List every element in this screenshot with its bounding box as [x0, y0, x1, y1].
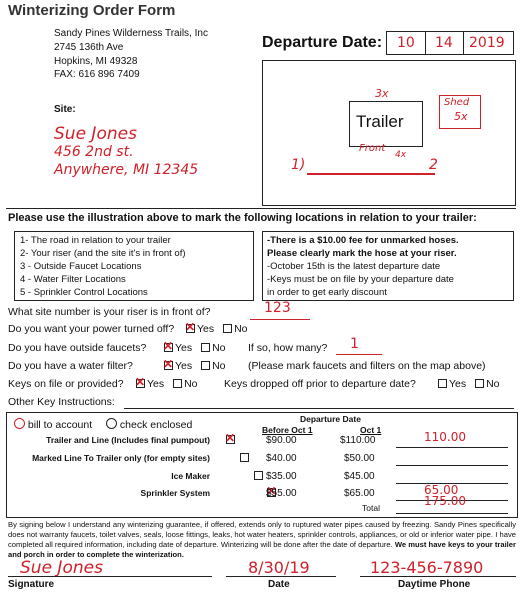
- shed-count: 5x: [454, 110, 468, 123]
- keys-question: Keys on file or provided?: [8, 378, 124, 390]
- shed-outline: [439, 95, 481, 129]
- service-amount: 110.00: [424, 430, 466, 444]
- site-label: Site:: [54, 104, 76, 115]
- date-value: 8/30/19: [248, 558, 310, 577]
- service-name: Marked Line To Trailer only (for empty sites): [32, 453, 210, 463]
- filter-no-label: No: [212, 360, 226, 372]
- diagram-mark-riser: 2: [429, 157, 438, 173]
- how-many-field[interactable]: [336, 342, 382, 355]
- date-label: Date: [268, 579, 290, 590]
- dropped-question: Keys dropped off prior to departure date?: [224, 378, 416, 390]
- other-keys-label: Other Key Instructions:: [8, 396, 115, 408]
- notes-box: [262, 231, 514, 301]
- location-item: 4 - Water Filter Locations: [20, 274, 126, 285]
- location-item: 1- The road in relation to your trailer: [20, 235, 171, 246]
- service-name: Sprinkler System: [140, 488, 210, 498]
- signature-field[interactable]: [8, 575, 212, 577]
- note-keys2: in order to get early discount: [267, 287, 387, 298]
- trailer-label: Trailer: [356, 112, 404, 131]
- faucets-question: Do you have outside faucets?: [8, 342, 147, 354]
- diagram-count-top: 3x: [375, 87, 389, 100]
- phone-field[interactable]: [360, 575, 516, 577]
- dropped-no-checkbox[interactable]: [475, 379, 484, 388]
- filter-question: Do you have a water filter?: [8, 360, 133, 372]
- company-address2: Hopkins, MI 49328: [54, 56, 138, 67]
- disclaimer-bold: We must have keys to your trailer and porch in order to complete the winterization.: [8, 540, 516, 559]
- departure-date-label: Departure Date:: [262, 34, 383, 51]
- oct1-header: Oct 1: [360, 425, 382, 435]
- location-item: 5 - Sprinkler Control Locations: [20, 287, 148, 298]
- faucets-no-checkbox[interactable]: [201, 343, 210, 352]
- faucets-yes-checkbox[interactable]: [164, 343, 173, 352]
- service-checkbox[interactable]: [240, 453, 249, 462]
- keys-yes-checkbox[interactable]: [136, 379, 145, 388]
- site-diagram[interactable]: [262, 60, 516, 206]
- service-after-price: $50.00: [344, 453, 375, 464]
- departure-date-field[interactable]: [386, 31, 514, 55]
- filter-options: [164, 360, 226, 372]
- service-before-price: $35.00: [266, 471, 297, 482]
- total-label: Total: [362, 503, 380, 513]
- locations-box: [14, 231, 254, 301]
- faucets-options: [164, 342, 226, 354]
- note-keys1: -Keys must be on file by your departure date: [267, 274, 454, 285]
- riser-answer: 123: [264, 300, 291, 316]
- service-checkbox[interactable]: [254, 471, 263, 480]
- site-street: 456 2nd st.: [54, 144, 134, 160]
- bill-to-account-label: bill to account: [27, 419, 93, 431]
- how-many-question: If so, how many?: [248, 342, 328, 354]
- company-name: Sandy Pines Wilderness Trails, Inc: [54, 28, 208, 39]
- company-fax: FAX: 616 896 7409: [54, 69, 140, 80]
- service-amount-field[interactable]: [396, 453, 508, 466]
- service-name: Ice Maker: [171, 471, 210, 481]
- service-before-price: $90.00: [266, 435, 297, 446]
- service-checkbox[interactable]: [226, 435, 235, 444]
- check-enclosed-label: check enclosed: [119, 419, 193, 431]
- keys-options: [136, 378, 198, 390]
- phone-value: 123-456-7890: [370, 558, 484, 577]
- signature-value: Sue Jones: [20, 558, 103, 578]
- faucets-yes-label: Yes: [175, 342, 193, 354]
- filter-no-checkbox[interactable]: [201, 361, 210, 370]
- power-options: [186, 323, 248, 335]
- check-enclosed-radio[interactable]: [106, 418, 117, 429]
- service-before-price: $55.00: [266, 488, 297, 499]
- before-oct1-header: Before Oct 1: [262, 425, 313, 435]
- keys-yes-label: Yes: [147, 378, 165, 390]
- site-city: Anywhere, MI 12345: [54, 162, 199, 178]
- filter-yes-checkbox[interactable]: [164, 361, 173, 370]
- check-enclosed-option[interactable]: [106, 418, 192, 431]
- note-latest: -October 15th is the latest departure date: [267, 261, 441, 272]
- dropped-yes-label: Yes: [449, 378, 467, 390]
- service-name: Trailer and Line (Includes final pumpout): [46, 435, 210, 445]
- site-name: Sue Jones: [54, 124, 137, 144]
- shed-label: Shed: [444, 97, 470, 108]
- road-line: [307, 173, 435, 175]
- keys-no-label: No: [184, 378, 198, 390]
- trailer-outline: [349, 101, 423, 147]
- service-after-price: $65.00: [344, 488, 375, 499]
- company-address1: 2745 136th Ave: [54, 42, 124, 53]
- dropped-yes-checkbox[interactable]: [438, 379, 447, 388]
- how-many-answer: 1: [350, 336, 359, 352]
- service-before-price: $40.00: [266, 453, 297, 464]
- dropped-no-label: No: [486, 378, 500, 390]
- power-no-checkbox[interactable]: [223, 324, 232, 333]
- bill-to-account-radio[interactable]: [14, 418, 25, 429]
- departure-month: 10: [397, 35, 415, 51]
- diagram-count-front: 4x: [395, 150, 407, 160]
- location-item: 3 - Outside Faucet Locations: [20, 261, 142, 272]
- disclaimer-text: By signing below I understand any winterizing guarantee, if offered, extends only to ruptured water pipes caused by freezing. Sandy Pines specifically does not warranty faucets, toilet valves, seals, loose fittings, leaks, hot water heaters, sprinkler controls, appliances, or old or inferior water pipe. I have completed all required information, including date of departure. Winterizing will be done after the date of departure.: [8, 520, 516, 549]
- departure-year: 2019: [469, 35, 505, 51]
- date-field[interactable]: [226, 575, 336, 577]
- power-question: Do you want your power turned off?: [8, 323, 175, 335]
- departure-date-header: Departure Date: [300, 414, 361, 424]
- service-amount: 65.00: [424, 483, 459, 497]
- diagram-front-label: Front: [359, 143, 386, 154]
- dropped-options: [438, 378, 500, 390]
- disclaimer: [8, 520, 516, 560]
- diagram-mark-road: 1): [291, 157, 306, 173]
- signature-label: Signature: [8, 579, 55, 590]
- departure-day: 14: [435, 35, 453, 51]
- phone-label: Daytime Phone: [398, 579, 471, 590]
- power-yes-label: Yes: [197, 323, 215, 335]
- service-after-price: $45.00: [344, 471, 375, 482]
- form-title: Winterizing Order Form: [8, 2, 176, 19]
- filter-yes-label: Yes: [175, 360, 193, 372]
- faucets-no-label: No: [212, 342, 226, 354]
- note-mark: Please clearly mark the hose at your riser.: [267, 248, 457, 259]
- filter-note: (Please mark faucets and filters on the map above): [248, 360, 486, 372]
- keys-no-checkbox[interactable]: [173, 379, 182, 388]
- other-keys-field[interactable]: [124, 396, 514, 409]
- note-fee: -There is a $10.00 fee for unmarked hoses.: [267, 235, 459, 246]
- power-yes-checkbox[interactable]: [186, 324, 195, 333]
- power-no-label: No: [234, 323, 248, 335]
- total-amount: 175.00: [424, 494, 466, 508]
- riser-question: What site number is your riser is in front of?: [8, 306, 211, 318]
- bill-to-account-option[interactable]: [14, 418, 92, 431]
- location-item: 2- Your riser (and the site it's in front of): [20, 248, 186, 259]
- divider-top: [6, 208, 516, 209]
- service-after-price: $110.00: [340, 435, 376, 446]
- instructions-heading: Please use the illustration above to mark the following locations in relation to your trailer:: [8, 212, 477, 224]
